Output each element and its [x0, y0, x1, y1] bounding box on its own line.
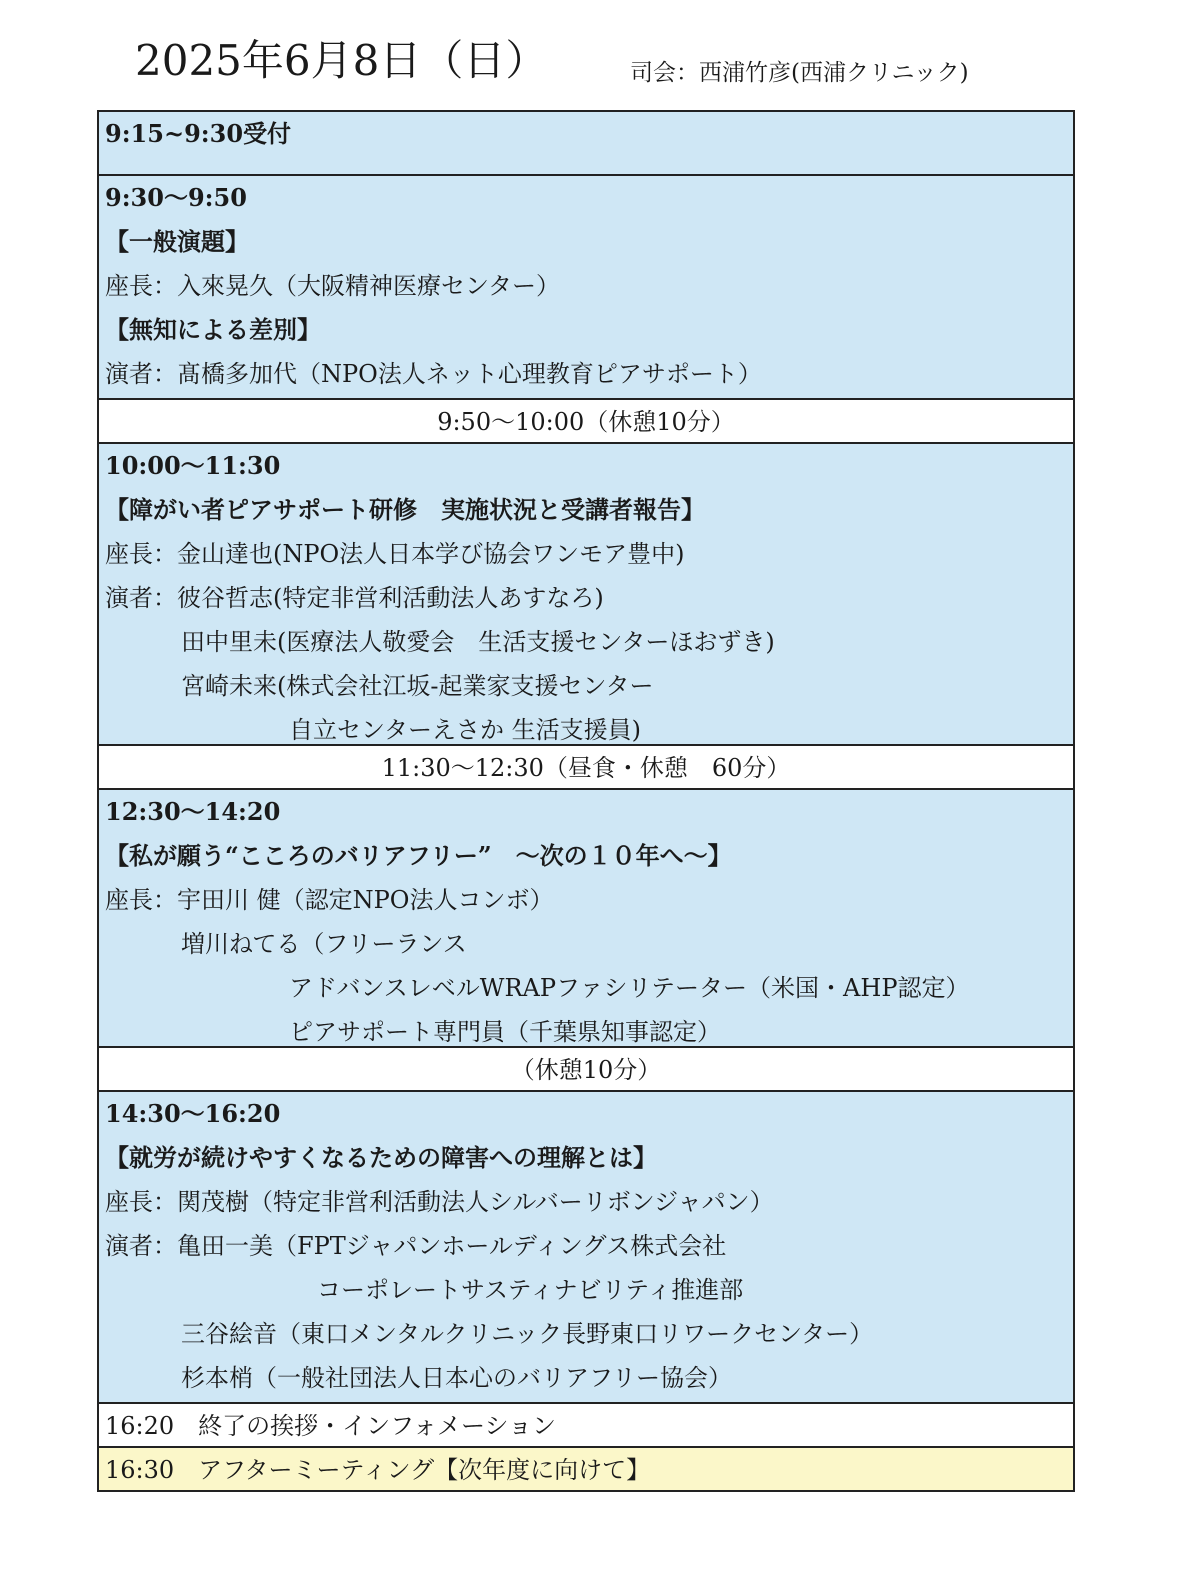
- session-2-speaker-1: 演者：彼谷哲志(特定非営利活動法人あすなろ): [105, 584, 604, 612]
- session-1-category: 【一般演題】: [105, 227, 249, 256]
- break-row-2: [99, 744, 1073, 788]
- session-3-speaker-1: 増川ねてる（フリーランス: [181, 930, 467, 958]
- session-2-chair: 座長：金山達也(NPO法人日本学び協会ワンモア豊中): [105, 540, 685, 568]
- break-row-3: [99, 1046, 1073, 1090]
- after-meeting-row: [99, 1446, 1073, 1490]
- session-4-speaker-3: 杉本梢（一般社団法人日本心のバリアフリー協会）: [181, 1364, 733, 1392]
- session-3-chair: 座長：宇田川 健（認定NPO法人コンボ）: [105, 886, 554, 914]
- session-1: [99, 174, 1073, 398]
- break-2-text: 11:30〜12:30（昼食・休憩 60分）: [381, 754, 791, 782]
- session-2-speaker-3: 宮崎未来(株式会社江坂-起業家支援センター: [181, 672, 654, 700]
- reception-row: [99, 112, 1073, 174]
- session-4-time: 14:30〜16:20: [105, 1099, 281, 1128]
- session-4-speaker-1: 演者：亀田一美（FPTジャパンホールディングス株式会社: [105, 1232, 727, 1260]
- session-1-speaker: 演者：髙橋多加代（NPO法人ネット心理教育ピアサポート）: [105, 360, 762, 388]
- session-4-chair: 座長：関茂樹（特定非営利活動法人シルバーリボンジャパン）: [105, 1188, 774, 1216]
- session-4-speaker-2: 三谷絵音（東口メンタルクリニック長野東口リワークセンター）: [181, 1320, 874, 1348]
- break-row-1: [99, 398, 1073, 442]
- session-3: [99, 788, 1073, 1046]
- schedule-table: [97, 110, 1075, 1492]
- closing-row: [99, 1402, 1073, 1446]
- break-1-text: 9:50〜10:00（休憩10分）: [437, 408, 735, 436]
- session-1-chair: 座長：入來晃久（大阪精神医療センター）: [105, 272, 561, 300]
- closing-text: 16:20 終了の挨拶・インフォメーション: [105, 1412, 557, 1440]
- after-meeting-text: 16:30 アフターミーティング【次年度に向けて】: [105, 1456, 651, 1484]
- session-4: [99, 1090, 1073, 1402]
- session-1-title: 【無知による差別】: [105, 315, 321, 344]
- session-2: [99, 442, 1073, 744]
- session-2-speaker-3-cont: 自立センターえさか 生活支援員): [289, 716, 642, 744]
- session-3-speaker-1-cont2: ピアサポート専門員（千葉県知事認定）: [289, 1018, 721, 1046]
- session-4-title: 【就労が続けやすくなるための障害への理解とは】: [105, 1143, 657, 1172]
- session-4-speaker-1-cont: コーポレートサスティナビリティ推進部: [317, 1276, 744, 1304]
- session-3-time: 12:30〜14:20: [105, 797, 281, 826]
- session-1-time: 9:30〜9:50: [105, 183, 247, 212]
- session-3-title: 【私が願う“こころのバリアフリー” 〜次の１０年へ〜】: [105, 841, 732, 870]
- session-2-speaker-2: 田中里未(医療法人敬愛会 生活支援センターほおずき): [181, 628, 775, 656]
- break-3-text: （休憩10分）: [510, 1056, 662, 1084]
- master-of-ceremonies: 司会：西浦竹彦(西浦クリニック): [630, 60, 969, 86]
- session-2-time: 10:00〜11:30: [105, 451, 281, 480]
- reception-time: 9:15~9:30受付: [105, 119, 292, 148]
- header: [0, 0, 1182, 110]
- event-date: 2025年6月8日（日）: [135, 36, 548, 85]
- session-2-title: 【障がい者ピアサポート研修 実施状況と受講者報告】: [105, 495, 705, 524]
- session-3-speaker-1-cont: アドバンスレベルWRAPファシリテーター（米国・AHP認定）: [289, 974, 970, 1002]
